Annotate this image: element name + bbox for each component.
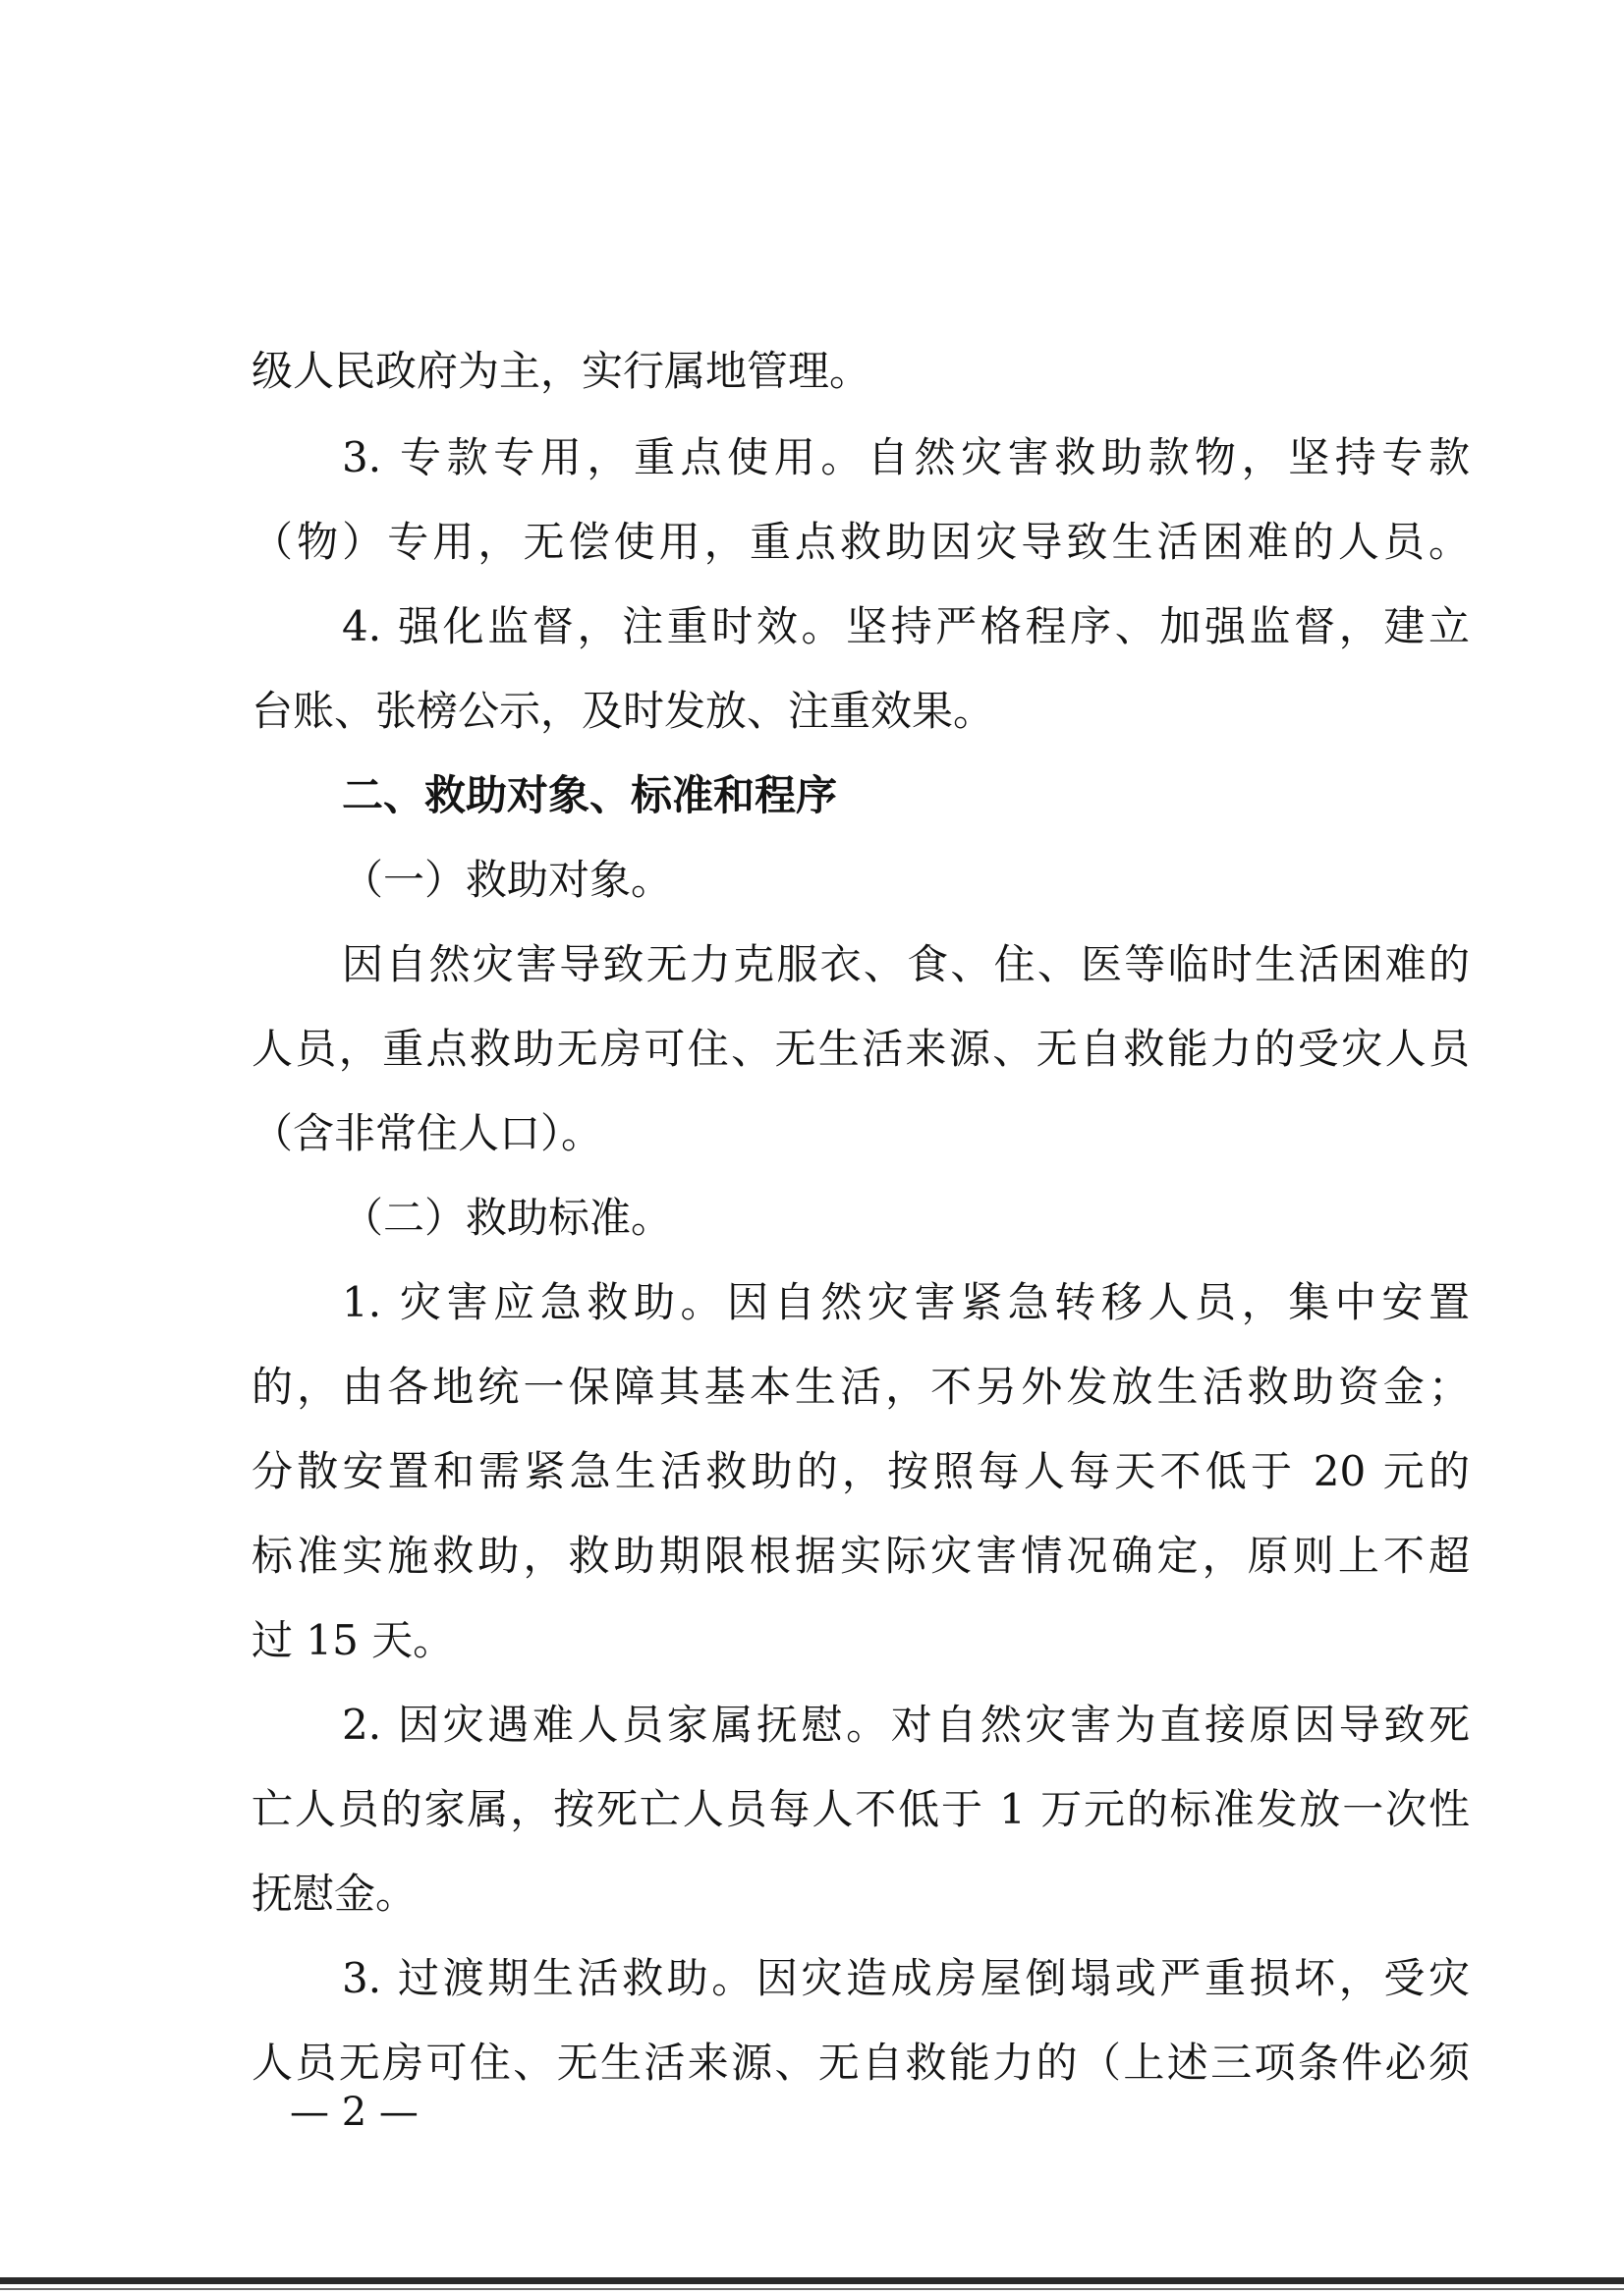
body-line-12: 1. 灾害应急救助。因自然灾害紧急转移人员，集中安置: [342, 1278, 1470, 1326]
body-line-3: （物）专用，无偿使用，重点救助因灾导致生活困难的人员。: [252, 518, 1470, 566]
body-line-5: 台账、张榜公示，及时发放、注重效果。: [252, 687, 995, 735]
body-line-18: 亡人员的家属，按死亡人员每人不低于 1 万元的标准发放一次性: [252, 1785, 1470, 1833]
body-line-15: 标准实施救助，救助期限根据实际灾害情况确定，原则上不超: [252, 1532, 1470, 1580]
body-line-21: 人员无房可住、无生活来源、无自救能力的（上述三项条件必须: [252, 2039, 1470, 2087]
body-line-8: 因自然灾害导致无力克服衣、食、住、医等临时生活困难的: [342, 940, 1470, 988]
section-heading: 二、救助对象、标准和程序: [342, 771, 838, 819]
body-line-9: 人员，重点救助无房可住、无生活来源、无自救能力的受灾人员: [252, 1025, 1470, 1073]
scan-edge-line: [0, 2277, 1624, 2284]
body-line-14: 分散安置和需紧急生活救助的，按照每人每天不低于 20 元的: [252, 1447, 1470, 1495]
body-line-16: 过 15 天。: [252, 1616, 455, 1664]
body-line-19: 抚慰金。: [252, 1870, 418, 1918]
body-line-20: 3. 过渡期生活救助。因灾造成房屋倒塌或严重损坏，受灾: [342, 1954, 1470, 2002]
body-line-13: 的，由各地统一保障其基本生活，不另外发放生活救助资金；: [252, 1363, 1470, 1411]
subheading-standards: （二）救助标准。: [342, 1194, 673, 1242]
body-line-10: （含非常住人口）。: [252, 1109, 603, 1157]
subheading-objects: （一）救助对象。: [342, 856, 673, 904]
body-line-17: 2. 因灾遇难人员家属抚慰。对自然灾害为直接原因导致死: [342, 1701, 1470, 1749]
page-number: — 2 —: [290, 2090, 419, 2135]
body-line-4: 4. 强化监督，注重时效。坚持严格程序、加强监督，建立: [342, 602, 1470, 650]
scan-edge-line-thin: [0, 2288, 1624, 2290]
body-line-2: 3. 专款专用，重点使用。自然灾害救助款物，坚持专款: [342, 433, 1470, 481]
body-line-1: 级人民政府为主，实行属地管理。: [252, 347, 871, 395]
